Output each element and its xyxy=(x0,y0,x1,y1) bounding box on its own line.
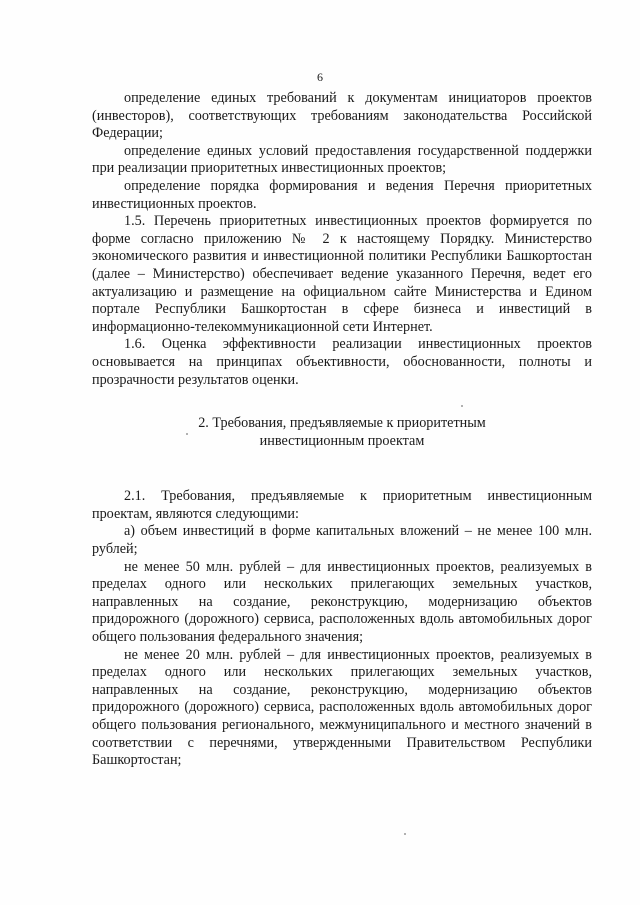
paragraph-support-conditions: определение единых условий предоставления государственной поддержки при реализации приоритетных инвестиционных проектов; xyxy=(92,142,592,177)
scan-speck xyxy=(186,433,188,435)
document-body xyxy=(92,90,592,770)
scan-speck xyxy=(404,833,406,835)
paragraph-requirements-definition: определение единых требований к документам инициаторов проектов (инвесторов), соответствующих требованиям законодательства Российской Федерации; xyxy=(92,90,592,142)
section-heading-line-2: инвестиционным проектам xyxy=(259,432,425,449)
paragraph-2-1: 2.1. Требования, предъявляемые к приоритетным инвестиционным проектам, являются следующими: xyxy=(92,488,592,522)
page-number: 6 xyxy=(317,70,323,84)
spacer xyxy=(92,450,592,488)
spacer xyxy=(92,389,592,415)
paragraph-1-6: 1.6. Оценка эффективности реализации инвестиционных проектов основывается на принципах объективности, обоснованности, полноты и прозрачности результатов оценки. xyxy=(92,336,592,388)
scan-speck xyxy=(461,405,463,407)
paragraph-20m-regional: не менее 20 млн. рублей – для инвестиционных проектов, реализуемых в пределах одного или нескольких прилегающих земельных участков, направленных на создание, реконструкцию, модернизацию объектов придорожного (дорожного) сервиса, расположенных вдоль автомобильных дорог общего пользования регионального, межмуниципального и местного значений в соответствии с перечнями, утвержденными Правительством Республики Башкортостан; xyxy=(92,646,592,769)
paragraph-list-procedure: определение порядка формирования и ведения Перечня приоритетных инвестиционных проектов. xyxy=(92,177,592,212)
paragraph-1-5: 1.5. Перечень приоритетных инвестиционных проектов формируется по форме согласно приложению № 2 к настоящему Порядку. Министерство экономического развития и инвестиционной политики Республики Башкортостан (далее – Министерство) обеспечивает ведение указанного Перечня, ведет его актуализацию и размещение на официальном сайте Министерства и Едином портале Республики Башкортостан в сфере бизнеса и инвестиций в информационно-телекоммуникационной сети Интернет. xyxy=(92,213,592,335)
paragraph-50m-federal: не менее 50 млн. рублей – для инвестиционных проектов, реализуемых в пределах одного или нескольких прилегающих земельных участков, направленных на создание, реконструкцию, модернизацию объектов придорожного (дорожного) сервиса, расположенных вдоль автомобильных дорог общего пользования федерального значения; xyxy=(92,558,592,646)
section-heading-line-1: 2. Требования, предъявляемые к приоритетным xyxy=(198,415,486,432)
paragraph-item-a: а) объем инвестиций в форме капитальных вложений – не менее 100 млн. рублей; xyxy=(92,523,592,558)
